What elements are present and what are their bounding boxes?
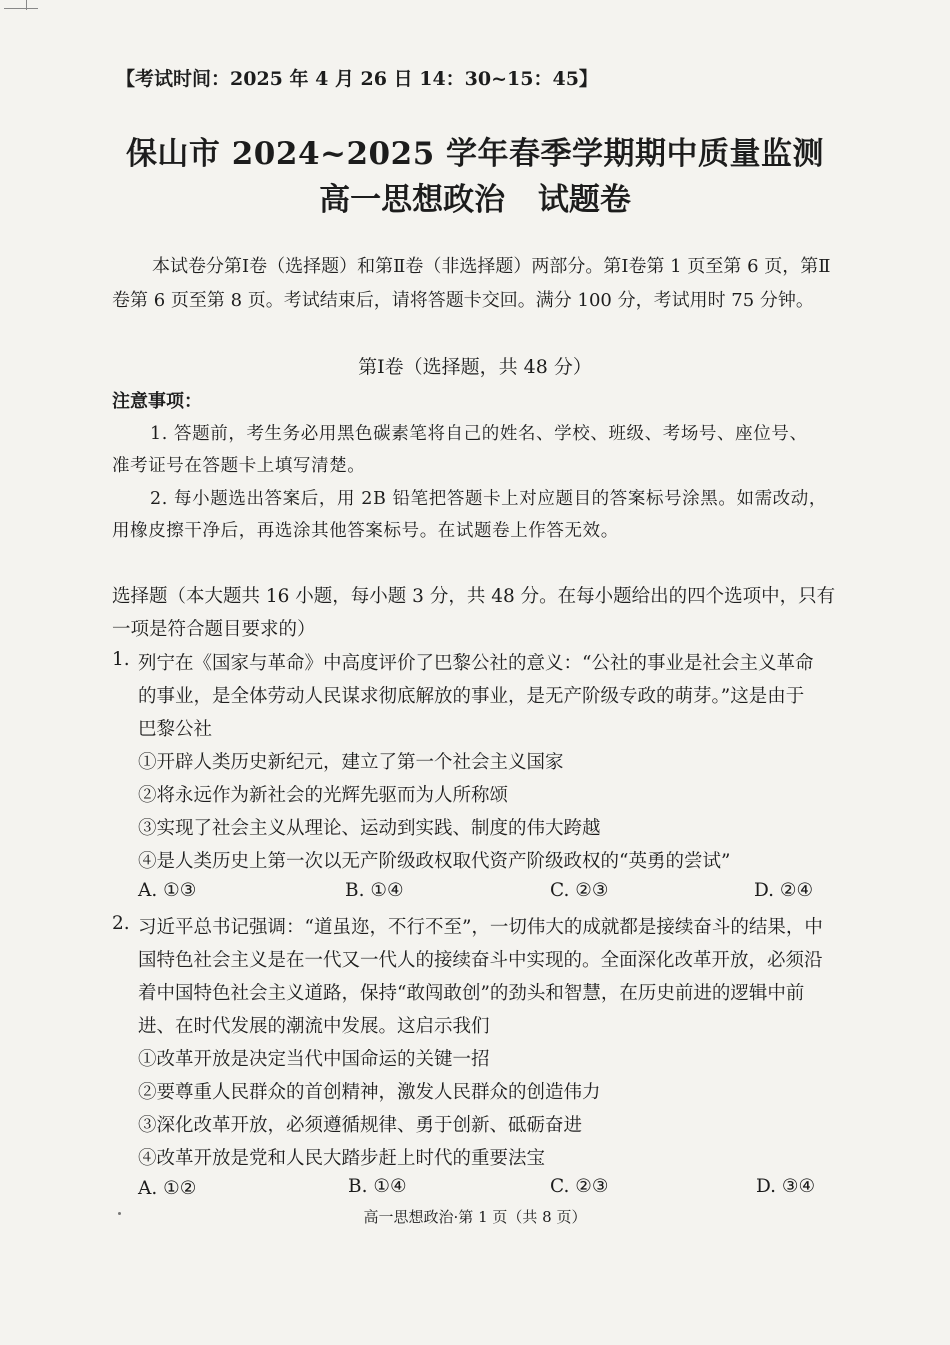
statement-3: ③深化改革开放，必须遵循规律、勇于创新、砥砺奋进	[138, 1115, 583, 1136]
notice-item2-line2: 用橡皮擦干净后，再选涂其他答案标号。在试题卷上作答无效。	[112, 521, 619, 541]
question-number: 2.	[112, 913, 130, 934]
crop-mark	[4, 0, 38, 9]
question-number: 1.	[112, 649, 130, 670]
exam-title-line1: 保山市 2024~2025 学年春季学期期中质量监测	[125, 136, 825, 172]
notice-item1-line1: 1. 答题前，考生务必用黑色碳素笔将自己的姓名、学校、班级、考场号、座位号、	[150, 424, 808, 444]
option-c[interactable]: C. ②③	[550, 1176, 609, 1197]
option-b[interactable]: B. ①④	[348, 1176, 407, 1197]
question-text-line: 国特色社会主义是在一代又一代人的接续奋斗中实现的。全面深化改革开放，必须沿	[138, 950, 823, 971]
statement-1: ①改革开放是决定当代中国命运的关键一招	[138, 1049, 490, 1070]
question-text-line: 巴黎公社	[138, 719, 213, 740]
intro-line2: 卷第 6 页至第 8 页。考试结束后，请将答题卡交回。满分 100 分，考试用时 75 分钟。	[112, 290, 814, 311]
option-d[interactable]: D. ②④	[754, 880, 814, 901]
question-text-line: 着中国特色社会主义道路，保持“敢闯敢创”的劲头和智慧，在历史前进的逻辑中前	[138, 983, 805, 1004]
page-footer: 高一思想政治·第 1 页（共 8 页）	[363, 1208, 587, 1226]
option-a[interactable]: A. ①②	[138, 1178, 197, 1199]
statement-1: ①开辟人类历史新纪元，建立了第一个社会主义国家	[138, 752, 564, 773]
option-d[interactable]: D. ③④	[756, 1176, 816, 1197]
exam-title-line2: 高一思想政治 试题卷	[319, 182, 631, 218]
mc-heading-line2: 一项是符合题目要求的）	[112, 619, 316, 640]
notice-title: 注意事项：	[112, 391, 202, 412]
question-text-line: 列宁在《国家与革命》中高度评价了巴黎公社的意义：“公社的事业是社会主义革命	[138, 653, 814, 674]
statement-2: ②将永远作为新社会的光辉先驱而为人所称颂	[138, 785, 509, 806]
notice-item2-line1: 2. 每小题选出答案后，用 2B 铅笔把答题卡上对应题目的答案标号涂黑。如需改动，	[150, 489, 827, 509]
intro-line1: 本试卷分第Ⅰ卷（选择题）和第Ⅱ卷（非选择题）两部分。第Ⅰ卷第 1 页至第 6 页，第Ⅱ	[152, 256, 831, 277]
mc-heading-line1: 选择题（本大题共 16 小题，每小题 3 分，共 48 分。在每小题给出的四个选项中，只有	[112, 586, 836, 607]
option-a[interactable]: A. ①③	[138, 880, 197, 901]
statement-3: ③实现了社会主义从理论、运动到实践、制度的伟大跨越	[138, 818, 601, 839]
statement-4: ④改革开放是党和人民大踏步赶上时代的重要法宝	[138, 1148, 546, 1169]
exam-time: 【考试时间：2025 年 4 月 26 日 14：30~15：45】	[116, 68, 598, 90]
option-c[interactable]: C. ②③	[550, 880, 609, 901]
notice-item1-line2: 准考证号在答题卡上填写清楚。	[112, 456, 366, 476]
question-text-line: 进、在时代发展的潮流中发展。这启示我们	[138, 1016, 490, 1037]
statement-2: ②要尊重人民群众的首创精神，激发人民群众的创造伟力	[138, 1082, 601, 1103]
statement-4: ④是人类历史上第一次以无产阶级政权取代资产阶级政权的“英勇的尝试”	[138, 851, 731, 872]
option-b[interactable]: B. ①④	[345, 880, 404, 901]
question-text-line: 习近平总书记强调：“道虽迩，不行不至”，一切伟大的成就都是接续奋斗的结果，中	[138, 917, 823, 938]
question-text-line: 的事业，是全体劳动人民谋求彻底解放的事业，是无产阶级专政的萌芽。”这是由于	[138, 686, 805, 707]
section-title: 第Ⅰ卷（选择题，共 48 分）	[358, 356, 592, 378]
